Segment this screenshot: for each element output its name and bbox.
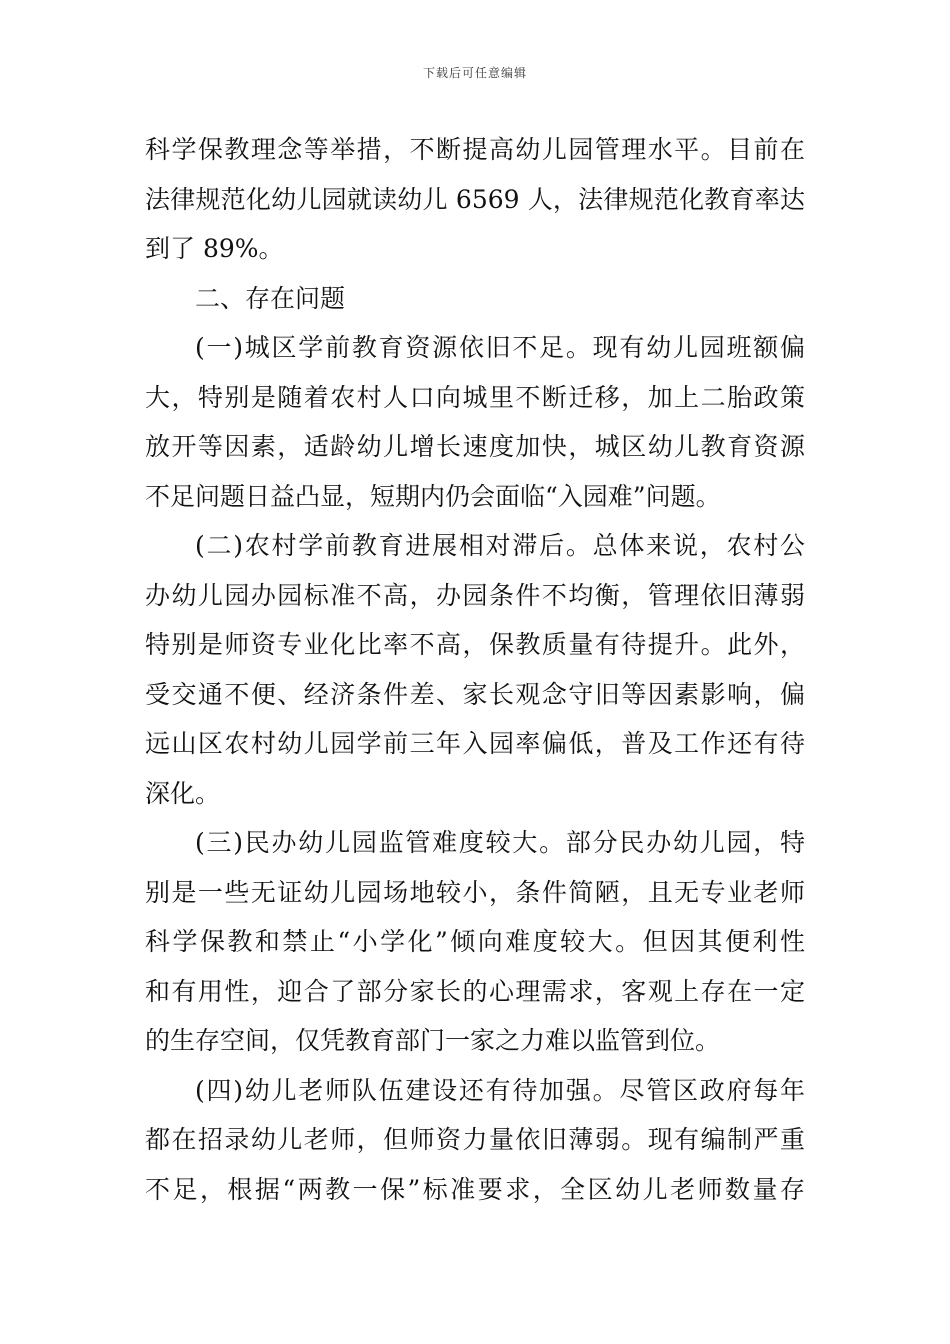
text-line: 特别是师资专业化比率不高，保教质量有待提升。此外， xyxy=(145,630,805,659)
paragraph xyxy=(145,818,805,1066)
text-line: 受交通不便、经济条件差、家长观念守旧等因素影响，偏 xyxy=(145,679,805,709)
text-line: 科学保教理念等举措，不断提高幼儿园管理水平。目前在 xyxy=(145,135,805,164)
text-line: 科学保教和禁止“小学化”倾向难度较大。但因其便利性 xyxy=(145,927,805,956)
text-line: 的生存空间，仅凭教育部门一家之力难以监管到位。 xyxy=(145,1026,721,1055)
text-line: 放开等因素，适龄幼儿增长速度加快，城区幼儿教育资源 xyxy=(145,432,805,461)
text-line: 和有用性，迎合了部分家长的心理需求，客观上存在一定 xyxy=(145,976,805,1006)
text-line: 别是一些无证幼儿园场地较小，条件简陋，且无专业老师 xyxy=(145,877,805,907)
document-body xyxy=(145,125,805,1214)
paragraph xyxy=(145,521,805,818)
paragraph xyxy=(145,323,805,521)
text-line: (二)农村学前教育进展相对滞后。总体来说，农村公 xyxy=(195,531,805,560)
text-line: (四)幼儿老师队伍建设还有待加强。尽管区政府每年 xyxy=(195,1075,805,1105)
text-line: 二、存在问题 xyxy=(195,283,346,313)
text-line: 不足问题日益凸显，短期内仍会面临“入园难”问题。 xyxy=(145,481,721,511)
paragraph xyxy=(145,125,805,274)
text-line: 法律规范化幼儿园就读幼儿 6569 人，法律规范化教育率达 xyxy=(145,184,805,214)
text-line: 不足，根据“两教一保”标准要求，全区幼儿老师数量存 xyxy=(145,1174,805,1204)
text-line: 深化。 xyxy=(145,778,221,808)
text-line: 都在招录幼儿老师，但师资力量依旧薄弱。现有编制严重 xyxy=(145,1125,805,1154)
text-line: 大，特别是随着农村人口向城里不断迁移，加上二胎政策 xyxy=(145,382,805,412)
text-line: (一)城区学前教育资源依旧不足。现有幼儿园班额偏 xyxy=(195,333,805,362)
paragraph xyxy=(145,1066,805,1215)
text-line: 远山区农村幼儿园学前三年入园率偏低，普及工作还有待 xyxy=(145,729,805,758)
section-heading xyxy=(145,274,805,324)
text-line: (三)民办幼儿园监管难度较大。部分民办幼儿园，特 xyxy=(195,828,805,857)
page-header: 下载后可任意编辑 xyxy=(422,66,527,80)
text-line: 到了 89%。 xyxy=(145,234,284,263)
text-line: 办幼儿园办园标准不高，办园条件不均衡，管理依旧薄弱 xyxy=(145,580,805,610)
